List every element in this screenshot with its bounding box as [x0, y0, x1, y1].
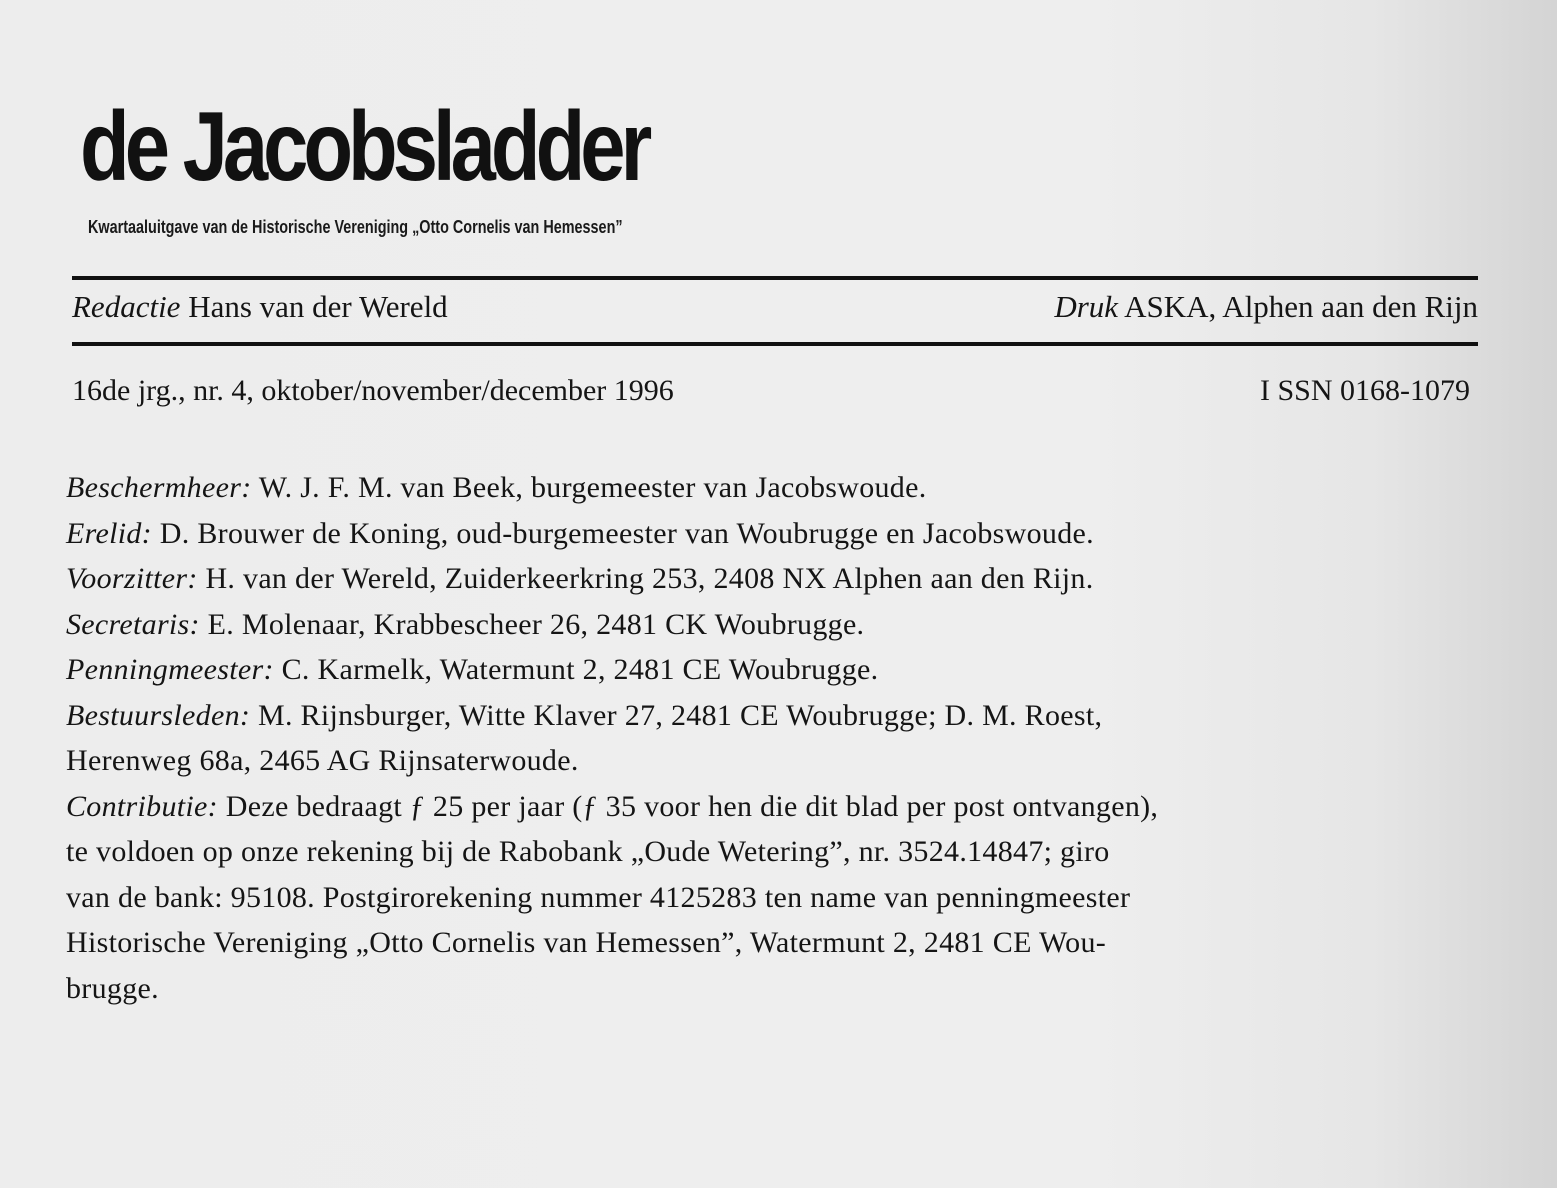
dues-line-2: te voldoen op onze rekening bij de Rabobank „Oude Wetering”, nr. 3524.14847; giro [66, 835, 1110, 868]
print-label: Druk [1054, 289, 1119, 324]
editor-credit [72, 289, 448, 325]
members-line-2: Herenweg 68a, 2465 AG Rijnsaterwoude. [66, 744, 579, 777]
top-rule [72, 276, 1478, 280]
dues-line-3: van de bank: 95108. Postgirorekening nummer 4125283 ten name van penningmeester [66, 880, 1131, 914]
issue-edition: 16de jrg., nr. 4, oktober/november/december 1996 [72, 374, 674, 407]
members-text-1: M. Rijnsburger, Witte Klaver 27, 2481 CE Woubrugge; D. M. Roest, [257, 698, 1103, 732]
honorary-text: D. Brouwer de Koning, oud-burgemeester van Woubrugge en Jacobswoude. [159, 516, 1094, 550]
masthead-title: de Jacobsladder [80, 91, 648, 201]
members-line-1 [66, 693, 1470, 739]
masthead-subtitle: Kwartaaluitgave van de Historische Vereniging „Otto Cornelis van Hemessen” [88, 217, 623, 237]
board-section [66, 465, 1470, 1011]
dues-line-4: Historische Vereniging „Otto Cornelis van Hemessen”, Watermunt 2, 2481 CE Wou- [66, 926, 1107, 959]
chair-line [66, 556, 1470, 602]
secretary-text: E. Molenaar, Krabbescheer 26, 2481 CK Woubrugge. [207, 607, 865, 641]
dues-line-1 [66, 784, 1470, 830]
bottom-rule [72, 342, 1478, 346]
members-label: Bestuursleden: [66, 698, 251, 732]
editor-label: Redactie [72, 289, 181, 324]
issue-issn: I SSN 0168-1079 [1259, 374, 1470, 407]
dues-line-5: brugge. [66, 971, 159, 1005]
chair-text: H. van der Wereld, Zuiderkeerkring 253, 2408 NX Alphen aan den Rijn. [205, 562, 1094, 595]
treasurer-text: C. Karmelk, Watermunt 2, 2481 CE Woubrugge. [281, 653, 879, 686]
secretary-label: Secretaris: [66, 607, 200, 641]
treasurer-line [66, 647, 1470, 693]
print-name: ASKA, Alphen aan den Rijn [1124, 289, 1478, 324]
treasurer-label: Penningmeester: [66, 653, 274, 686]
honorary-label: Erelid: [66, 516, 152, 550]
honorary-line [66, 511, 1470, 557]
chair-label: Voorzitter: [66, 562, 198, 595]
patron-text: W. J. F. M. van Beek, burgemeester van Jacobswoude. [258, 471, 927, 504]
secretary-line [66, 602, 1470, 648]
print-credit [1054, 289, 1478, 325]
dues-text-1: Deze bedraagt ƒ 25 per jaar (ƒ 35 voor hen die dit blad per post ontvangen), [225, 789, 1159, 823]
patron-line [66, 465, 1470, 511]
patron-label: Beschermheer: [66, 471, 252, 504]
editor-name: Hans van der Wereld [188, 289, 448, 324]
dues-label: Contributie: [66, 789, 218, 823]
